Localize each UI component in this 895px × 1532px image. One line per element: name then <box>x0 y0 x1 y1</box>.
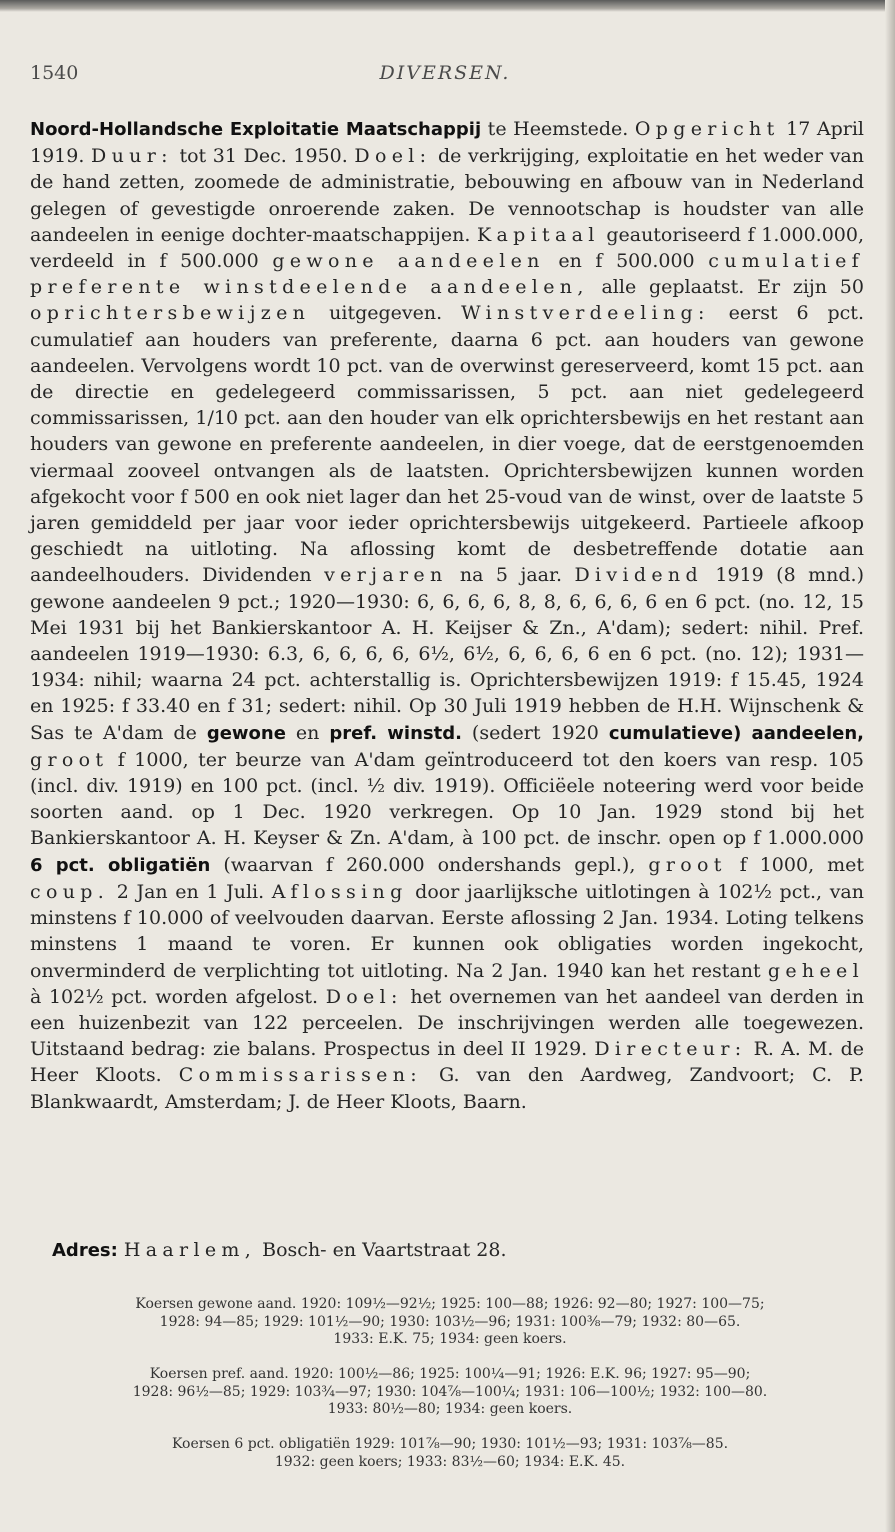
koersen-line: Koersen 6 pct. obligatiën 1929: 101⅞—90; 1930: 101½—93; 1931: 103⅞—85. <box>171 1436 729 1452</box>
label-opgericht: Opgericht <box>634 118 780 140</box>
entry-text: uitgegeven. <box>310 302 462 325</box>
koersen-line: 1933: 80½—80; 1934: geen koers. <box>327 1401 573 1417</box>
entry-text: f 1000, ter beurze van A'dam geïntroduceerd tot den koers van resp. 105 (incl. div. 1919) en 100 pct. (incl. ½ div. 1919). Officiëele noteering werd voor beide soorten aand. op 1 Dec. 1920 verkregen. Op 10 Jan. 1929 stond bij het Bankierskantoor A. H. Keyser & Zn. A'dam, à 100 pct. de inschr. open op f 1.000.000 <box>30 748 864 850</box>
entry-text: (sedert 1920 <box>461 721 609 744</box>
address-city: Haarlem, <box>123 1239 257 1261</box>
label-kapitaal: Kapitaal <box>477 223 600 246</box>
label-pref-winstd-bold: pref. winstd. <box>329 722 462 744</box>
koersen-line: Koersen gewone aand. 1920: 109½—92½; 1925: 100—88; 1926: 92—80; 1927: 100—75; <box>135 1296 765 1312</box>
label-cumulatief: cumulatief preferente winstdeelende aandeelen, <box>30 250 864 299</box>
company-entry <box>30 116 864 1115</box>
label-aflossing: Aflossing <box>271 880 408 903</box>
entry-text: het overnemen van het aandeel van derden in een huizenbezit van 122 perceelen. De inschrijvingen werden alle toegewezen. Uitstaand bedrag: zie balans. Prospectus in deel II 1929. <box>30 985 864 1061</box>
koersen-line: 1933: E.K. 75; 1934: geen koers. <box>333 1331 567 1347</box>
entry-text: tot 31 Dec. 1950. <box>172 145 355 168</box>
koersen-line: 1928: 94—85; 1929: 101½—90; 1930: 103½—96; 1931: 100⅜—79; 1932: 80—65. <box>159 1313 741 1330</box>
address-line <box>52 1239 852 1261</box>
label-groot: groot <box>648 853 727 876</box>
label-gewone-aandeelen: gewone aandeelen <box>272 250 545 273</box>
label-geheel: geheel <box>767 959 864 982</box>
label-doel: Doel: <box>325 985 403 1008</box>
running-head: DIVERSEN. <box>379 62 511 84</box>
entry-text: door jaarlijksche uitlotingen à 102½ pct., van minstens f 10.000 of veelvouden daarvan. Eerste aflossing 2 Jan. 1934. Loting telkens minstens 1 maand te voren. Er kunnen ook obligaties worden ingekocht, onverminderd de verplichting tot uitloting. Na 2 Jan. 1940 kan het restant <box>30 880 865 982</box>
label-gewone-bold: gewone <box>206 722 286 744</box>
entry-text: de verkrijging, exploitatie en het weder van de hand zetten, zoomede de administratie, bebouwing en afbouw van in Nederland gelegen of gevestigde onroerende zaken. De vennootschap is houdster van alle aandeelen in eenige dochter-maatschappijen. <box>30 145 864 246</box>
koersen-line: Koersen pref. aand. 1920: 100½—86; 1925: 100¼—91; 1926: E.K. 96; 1927: 95—90; <box>149 1366 751 1382</box>
entry-paragraph <box>30 116 864 1115</box>
koersen-pref-aandeelen <box>40 1366 860 1419</box>
entry-text: eerst 6 pct. cumulatief aan houders van preferente, daarna 6 pct. aan houders van gewone aandeelen. Vervolgens wordt 10 pct. van de overwinst gereserveerd, komt 15 pct. aan de directie en gedelegeerd commissarissen, 5 pct. aan niet gedelegeerd commissarissen, 1/10 pct. aan den houder van elk oprichtersbewijs en het restant aan houders van gewone en preferente aandeelen, in dier voege, dat de eerstgenoemden viermaal zooveel ontvangen als de laatsten. Oprichtersbewijzen kunnen worden afgekocht voor f 500 en ook niet lager dan het 25-voud van de winst, over de laatste 5 jaren gemiddeld per jaar voor ieder oprichtersbewijs uitgekeerd. Partieele afkoop geschiedt na uitloting. Na aflossing komt de desbetreffende dotatie aan aandeelhouders. Dividenden <box>30 302 864 587</box>
entry-text: à 102½ pct. worden afgelost. <box>30 985 326 1008</box>
label-commissarissen: Commissarissen: <box>178 1064 422 1087</box>
entry-text: en <box>285 721 330 744</box>
koersen-line: 1928: 96½—85; 1929: 103¾—97; 1930: 104⅞—100¼; 1931: 106—100½; 1932: 100—80. <box>132 1383 768 1400</box>
address-street: Bosch- en Vaartstraat 28. <box>256 1239 507 1261</box>
koersen-obligatien <box>40 1436 860 1471</box>
entry-text: (waarvan f 260.000 ondershands gepl.), <box>210 853 649 876</box>
entry-text: 2 Jan en 1 Juli. <box>109 880 272 903</box>
label-verjaren: verjaren <box>324 564 448 587</box>
entry-text: 1919 (8 mnd.) gewone aandeelen 9 pct.; 1920—1930: 6, 6, 6, 6, 8, 8, 6, 6, 6, 6 en 6 pct. (no. 12, 15 Mei 1931 bij het Bankierskantoor A. H. Keijser & Zn., A'dam); sedert: nihil. Pref. aandeelen 1919—1930: 6.3, 6, 6, 6, 6, 6½, 6½, 6, 6, 6, 6 en 6 pct. (no. 12); 1931—1934: nihil; waarna 24 pct. achterstallig is. Oprichtersbewijzen 1919: f 15.45, 1924 en 1925: f 33.40 en f 31; sedert: nihil. Op 30 Juli 1919 hebben de H.H. Wijnschenk & Sas te A'dam de <box>30 564 864 744</box>
label-dividend: Dividend <box>574 564 703 587</box>
entry-text: alle geplaatst. Er zijn 50 <box>588 276 864 299</box>
label-cumulatieve-bold: cumulatieve) aandeelen, <box>608 722 864 744</box>
label-winstverdeeling: Winstverdeeling: <box>461 302 710 325</box>
entry-text: 17 April 1919. <box>30 118 864 168</box>
address-label: Adres: <box>52 1240 118 1261</box>
page-header <box>30 62 860 92</box>
label-directeur: Directeur: <box>594 1038 747 1061</box>
company-name: Noord-Hollandsche Exploitatie Maatschappij <box>30 119 482 140</box>
page-right-edge <box>885 0 895 1532</box>
koersen-line: 1932: geen koers; 1933: 83½—60; 1934: E.K. 45. <box>274 1453 626 1470</box>
label-groot: groot <box>30 748 109 771</box>
page-number: 1540 <box>30 62 79 84</box>
label-duur: Duur: <box>91 145 173 168</box>
entry-text: geautoriseerd f 1.000.000, verdeeld in f 500.000 <box>30 223 865 273</box>
koersen-gewone-aandeelen <box>40 1296 860 1349</box>
entry-text: te Heemstede. <box>481 118 635 140</box>
entry-text: G. van den Aardweg, Zandvoort; C. P. Blankwaardt, Amsterdam; J. de Heer Kloots, Baarn. <box>30 1064 865 1113</box>
label-coup: coup. <box>30 880 110 903</box>
entry-text: f 1000, met <box>726 853 864 876</box>
entry-text: en f 500.000 <box>544 250 709 273</box>
entry-text: R. A. M. de Heer Kloots. <box>30 1038 864 1087</box>
entry-text: na 5 jaar. <box>447 564 575 587</box>
label-doel: Doel: <box>354 145 432 168</box>
label-obligatien-bold: 6 pct. obligatiën <box>30 854 211 876</box>
page-top-edge <box>0 0 895 12</box>
label-oprichtersbewijzen: oprichtersbewijzen <box>30 302 311 325</box>
